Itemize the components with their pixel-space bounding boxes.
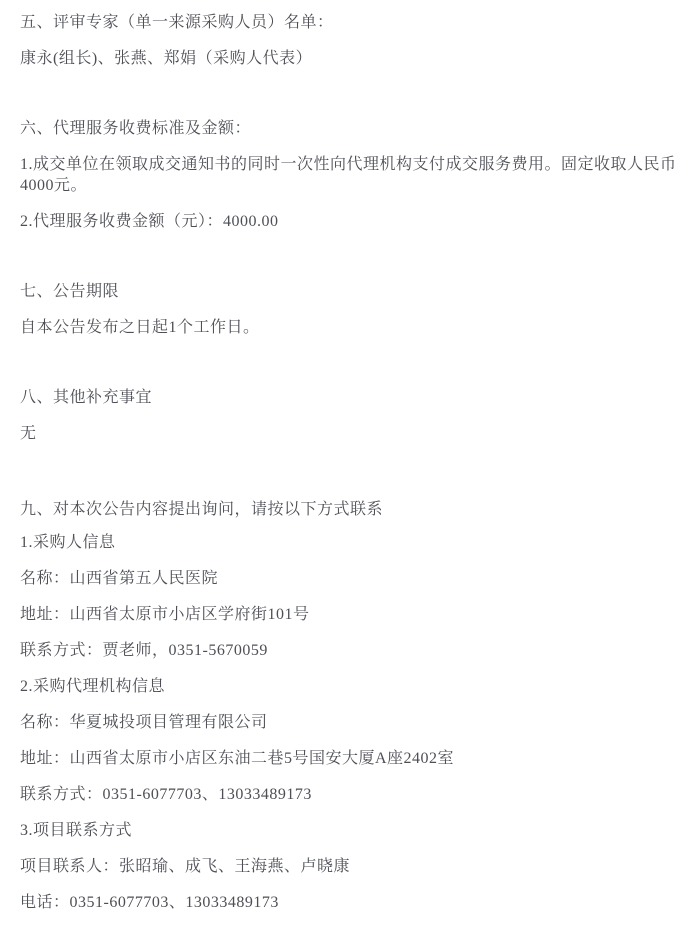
section-6-fee-description-line-2: 4000元。 <box>20 177 88 194</box>
section-6-fee-description-line-1: 1.成交单位在领取成交通知书的同时一次性向代理机构支付成交服务费用。固定收取人民币 <box>20 156 677 173</box>
section-9-heading: 九、对本次公告内容提出询问，请按以下方式联系 <box>20 501 384 518</box>
section-6-heading: 六、代理服务收费标准及金额： <box>20 120 252 137</box>
agency-contact: 联系方式：0351-6077703、13033489173 <box>20 786 312 803</box>
agency-name: 名称：华夏城投项目管理有限公司 <box>20 714 268 731</box>
purchaser-contact: 联系方式：贾老师，0351-5670059 <box>20 642 268 659</box>
section-5-expert-names: 康永(组长)、张燕、郑娟（采购人代表） <box>20 50 313 67</box>
section-6-fee-amount: 2.代理服务收费金额（元）：4000.00 <box>20 213 279 230</box>
section-7-body: 自本公告发布之日起1个工作日。 <box>20 319 260 336</box>
agency-address: 地址：山西省太原市小店区东油二巷5号国安大厦A座2402室 <box>20 750 455 767</box>
section-7-heading: 七、公告期限 <box>20 283 120 300</box>
section-5-heading: 五、评审专家（单一来源采购人员）名单： <box>20 14 334 31</box>
agency-info-title: 2.采购代理机构信息 <box>20 678 166 695</box>
purchaser-info-title: 1.采购人信息 <box>20 534 116 551</box>
purchaser-address: 地址：山西省太原市小店区学府街101号 <box>20 606 310 623</box>
section-8-heading: 八、其他补充事宜 <box>20 389 153 406</box>
purchaser-name: 名称：山西省第五人民医院 <box>20 570 219 587</box>
project-contact-persons: 项目联系人：张昭瑜、成飞、王海燕、卢晓康 <box>20 858 351 875</box>
section-8-body: 无 <box>20 425 37 442</box>
project-contact-phone: 电话：0351-6077703、13033489173 <box>20 894 279 911</box>
project-contact-title: 3.项目联系方式 <box>20 822 133 839</box>
